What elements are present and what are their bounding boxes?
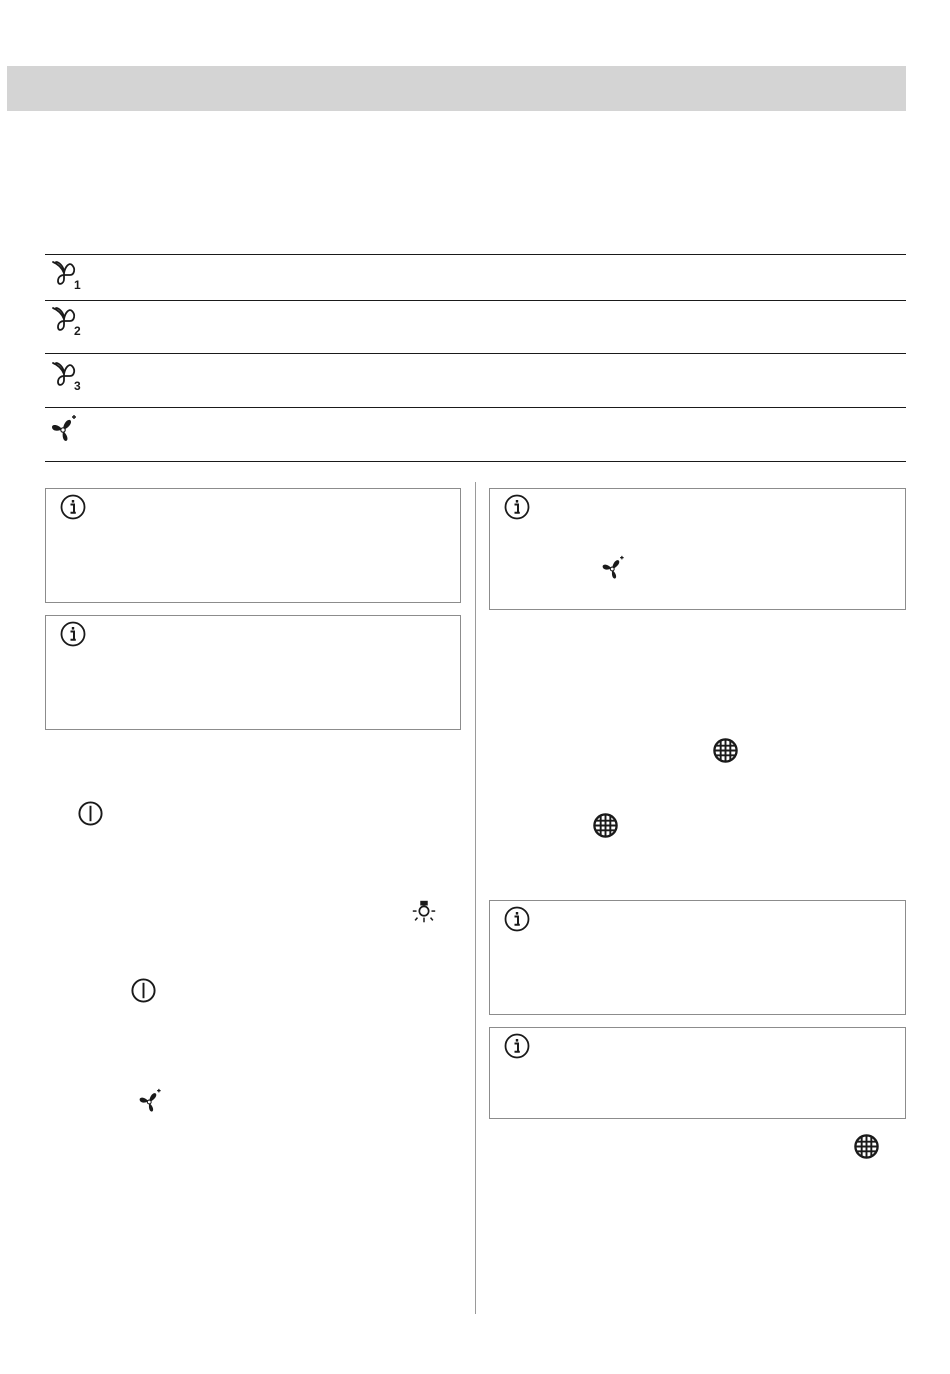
section-header-band xyxy=(7,66,906,111)
fan-speed-3-icon xyxy=(50,360,84,392)
fan-boost-icon xyxy=(599,555,629,583)
info-note-box xyxy=(489,1027,906,1119)
fan-speed-1-icon xyxy=(50,259,84,291)
fan-speed-subscript: 2 xyxy=(74,324,81,337)
grease-filter-icon xyxy=(592,812,619,839)
info-icon xyxy=(504,494,530,520)
light-icon xyxy=(410,898,438,926)
fan-boost-icon xyxy=(136,1088,166,1116)
info-icon xyxy=(60,494,86,520)
power-icon xyxy=(130,977,157,1004)
fan-speed-subscript: 1 xyxy=(74,278,81,291)
info-note-box xyxy=(45,488,461,603)
info-note-box xyxy=(489,488,906,610)
table-rule xyxy=(45,254,906,255)
column-divider xyxy=(475,482,476,1314)
info-icon xyxy=(60,621,86,647)
grease-filter-icon xyxy=(853,1133,880,1160)
fan-boost-icon xyxy=(48,414,82,446)
info-note-box xyxy=(45,615,461,730)
table-rule xyxy=(45,407,906,408)
fan-speed-2-icon xyxy=(50,305,84,337)
table-rule xyxy=(45,461,906,462)
info-icon xyxy=(504,906,530,932)
grease-filter-icon xyxy=(712,737,739,764)
power-icon xyxy=(77,800,104,827)
table-rule xyxy=(45,300,906,301)
info-note-box xyxy=(489,900,906,1015)
info-icon xyxy=(504,1033,530,1059)
table-rule xyxy=(45,353,906,354)
fan-speed-subscript: 3 xyxy=(74,379,81,392)
